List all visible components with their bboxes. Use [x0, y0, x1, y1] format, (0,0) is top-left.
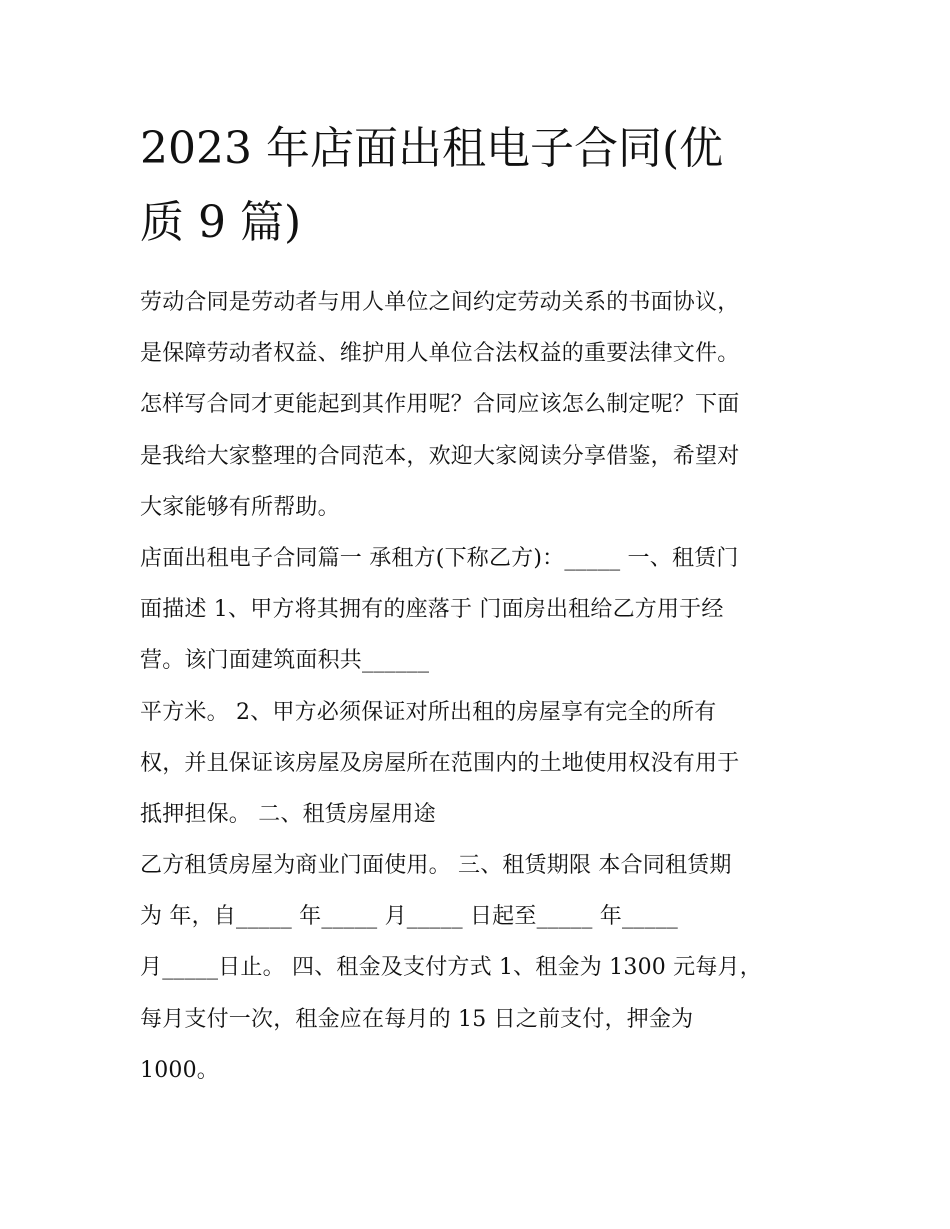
body-line: 月_____日止。 四、租金及支付方式 1、租金为 1300 元每月， — [140, 955, 762, 981]
body-line: 为 年，自_____ 年_____ 月_____ 日起至_____ 年_____ — [140, 904, 678, 930]
body-line: 是保障劳动者权益、维护用人单位合法权益的重要法律文件。 — [140, 341, 740, 367]
title-line-1: 2023 年店面出租电子合同(优 — [140, 123, 724, 174]
body-line: 乙方租赁房屋为商业门面使用。 三、租赁期限 本合同租赁期 — [140, 853, 732, 879]
body-line: 怎样写合同才更能起到其作用呢？合同应该怎么制定呢？下面 — [140, 392, 740, 418]
body-line: 是我给大家整理的合同范本，欢迎大家阅读分享借鉴，希望对 — [140, 443, 740, 469]
body-line: 每月支付一次，租金应在每月的 15 日之前支付，押金为 — [140, 1006, 694, 1032]
body-line: 大家能够有所帮助。 — [140, 494, 340, 520]
body-line: 店面出租电子合同篇一 承租方(下称乙方)：_____ 一、租赁门 — [140, 545, 739, 571]
body-line: 面描述 1、甲方将其拥有的座落于 门面房出租给乙方用于经 — [140, 597, 724, 623]
body-line: 营。该门面建筑面积共______ — [140, 648, 430, 674]
body-line: 抵押担保。 二、租赁房屋用途 — [140, 801, 436, 827]
body-line: 1000。 — [140, 1057, 219, 1083]
body-line: 劳动合同是劳动者与用人单位之间约定劳动关系的书面协议， — [140, 290, 740, 315]
body-line: 权，并且保证该房屋及房屋所在范围内的土地使用权没有用于 — [140, 750, 740, 776]
document-body — [140, 277, 830, 1096]
title-line-2: 质 9 篇) — [140, 197, 302, 248]
body-line: 平方米。 2、甲方必须保证对所出租的房屋享有完全的所有 — [140, 699, 717, 725]
document-title — [140, 112, 820, 260]
